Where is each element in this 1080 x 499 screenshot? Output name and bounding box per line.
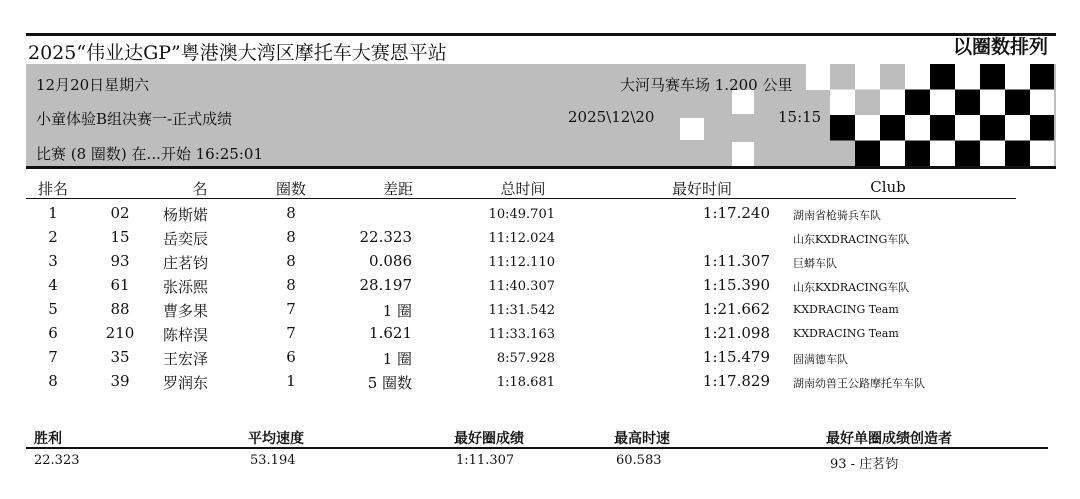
row-number: 39: [110, 372, 130, 390]
row-best-time: 1:15.479: [702, 348, 770, 366]
event-title: 2025“伟业达GP”粤港澳大湾区摩托车大赛恩平站: [28, 42, 447, 64]
checker-square: [905, 115, 930, 141]
race-date: 2025\12\20: [568, 108, 655, 126]
checker-square: [830, 115, 855, 141]
row-name: 杨斯婼: [163, 206, 209, 224]
summary-avg-speed-value: 53.194: [250, 453, 296, 468]
checker-square: [930, 64, 955, 90]
checker-square: [930, 90, 955, 116]
checker-square: [732, 142, 754, 166]
row-gap: 1 圈: [382, 350, 412, 368]
checker-square: [905, 141, 930, 167]
row-number: 210: [105, 324, 135, 342]
row-best-time: 1:11.307: [702, 252, 770, 270]
row-pos: 7: [48, 348, 58, 366]
checker-square: [980, 90, 1005, 116]
checker-square: [955, 141, 980, 167]
row-number: 15: [110, 228, 130, 246]
row-number: 61: [110, 276, 130, 294]
checker-square: [930, 141, 955, 167]
row-number: 02: [110, 204, 130, 222]
summary-win-value: 22.323: [34, 453, 80, 468]
row-laps: 7: [286, 300, 296, 318]
row-name: 王宏泽: [163, 350, 209, 368]
row-number: 93: [110, 252, 130, 270]
row-number: 88: [110, 300, 130, 318]
checker-square: [880, 90, 905, 116]
row-name: 曹多果: [163, 302, 209, 320]
row-pos: 8: [48, 372, 58, 390]
checker-square: [855, 64, 880, 90]
row-total-time: 11:12.110: [488, 255, 555, 270]
summary-header-win: 胜利: [34, 431, 62, 447]
row-name: 陈梓淏: [163, 326, 209, 344]
row-club: KXDRACING Team: [793, 327, 899, 340]
row-laps: 7: [286, 324, 296, 342]
row-gap: 28.197: [359, 276, 412, 294]
summary-top-speed-value: 60.583: [616, 453, 662, 468]
checker-square: [855, 141, 880, 167]
row-club: 固满德车队: [793, 353, 848, 366]
summary-header-top-speed: 最高时速: [614, 431, 670, 447]
row-club: KXDRACING Team: [793, 303, 899, 316]
summary-header-best-lap: 最好圈成绩: [454, 431, 524, 447]
row-gap: 1.621: [369, 324, 412, 342]
row-best-time: 1:17.240: [702, 204, 770, 222]
checkered-flag-icon: [830, 64, 1054, 166]
checker-square: [905, 64, 930, 90]
start-info: 比赛 (8 圈数) 在...开始 16:25:01: [36, 145, 263, 163]
row-total-time: 11:31.542: [488, 303, 555, 318]
info-band-rule: [26, 166, 1056, 169]
summary-header-best-lap-holder: 最好单圈成绩创造者: [826, 431, 952, 447]
row-best-time: 1:15.390: [702, 276, 770, 294]
row-number: 35: [110, 348, 130, 366]
checker-square: [830, 90, 855, 116]
checker-square: [930, 115, 955, 141]
checker-square: [806, 64, 830, 90]
row-total-time: 1:18.681: [496, 375, 555, 390]
row-name: 张泺熙: [163, 278, 209, 296]
checker-square: [955, 64, 980, 90]
track-info: 大河马赛车场 1.200 公里: [620, 76, 793, 94]
checker-square: [880, 115, 905, 141]
checker-square: [955, 90, 980, 116]
row-club: 山东KXDRACING车队: [793, 281, 910, 294]
header-gap: 差距: [382, 180, 414, 198]
row-gap: 5 圈数: [367, 374, 412, 392]
row-total-time: 8:57.928: [496, 351, 555, 366]
row-pos: 6: [48, 324, 58, 342]
header-total: 总时间: [500, 180, 546, 198]
header-laps: 圈数: [275, 180, 307, 198]
row-total-time: 11:12.024: [488, 231, 555, 246]
checker-square: [1030, 64, 1054, 90]
checker-square: [1030, 90, 1054, 116]
checker-square: [1005, 64, 1030, 90]
row-pos: 2: [48, 228, 58, 246]
checker-square: [1005, 141, 1030, 167]
row-laps: 8: [286, 228, 296, 246]
summary-header-avg-speed: 平均速度: [248, 431, 304, 447]
header-name: 名: [192, 180, 208, 198]
top-rule: [26, 33, 1056, 36]
row-total-time: 11:40.307: [488, 279, 555, 294]
row-laps: 8: [286, 252, 296, 270]
row-pos: 5: [48, 300, 58, 318]
summary-best-lap-value: 1:11.307: [456, 453, 515, 468]
row-pos: 1: [48, 204, 58, 222]
row-pos: 3: [48, 252, 58, 270]
table-header-rule: [26, 198, 1016, 199]
race-day: 12月20日星期六: [36, 76, 150, 94]
checker-square: [980, 115, 1005, 141]
row-gap: 1 圈: [382, 302, 412, 320]
header-pos: 排名: [38, 180, 69, 198]
checker-square: [955, 115, 980, 141]
checker-square: [1005, 115, 1030, 141]
row-name: 罗润东: [163, 374, 209, 392]
row-club: 巨蟒车队: [793, 257, 837, 270]
row-pos: 4: [48, 276, 58, 294]
row-best-time: 1:21.098: [702, 324, 770, 342]
checker-square: [980, 64, 1005, 90]
row-laps: 8: [286, 204, 296, 222]
checker-square: [1030, 141, 1054, 167]
checker-square: [1005, 90, 1030, 116]
sort-label: 以圈数排列: [952, 36, 1048, 58]
row-club: 湖南幼兽王公路摩托车车队: [793, 377, 925, 390]
summary-rule: [26, 447, 1048, 449]
row-best-time: 1:17.829: [702, 372, 770, 390]
race-time: 15:15: [778, 108, 822, 126]
checker-square: [855, 115, 880, 141]
row-club: 山东KXDRACING车队: [793, 233, 910, 246]
header-club: Club: [870, 178, 906, 196]
checker-square: [880, 141, 905, 167]
checker-square: [1030, 115, 1054, 141]
row-laps: 6: [286, 348, 296, 366]
row-name: 庄茗钧: [163, 254, 209, 272]
row-laps: 1: [286, 372, 296, 390]
row-gap: 22.323: [359, 228, 412, 246]
row-club: 湖南省枪骑兵车队: [793, 209, 881, 222]
summary-best-lap-holder-value: 93 - 庄茗钧: [830, 457, 899, 472]
checker-square: [980, 141, 1005, 167]
row-total-time: 11:33.163: [488, 327, 555, 342]
race-name: 小童体验B组决赛一-正式成绩: [36, 110, 233, 128]
row-name: 岳奕辰: [163, 230, 209, 248]
row-gap: 0.086: [369, 252, 412, 270]
checker-square: [905, 90, 930, 116]
row-laps: 8: [286, 276, 296, 294]
header-best: 最好时间: [671, 180, 733, 198]
row-best-time: 1:21.662: [702, 300, 770, 318]
row-total-time: 10:49.701: [488, 207, 555, 222]
checker-square: [680, 118, 704, 140]
